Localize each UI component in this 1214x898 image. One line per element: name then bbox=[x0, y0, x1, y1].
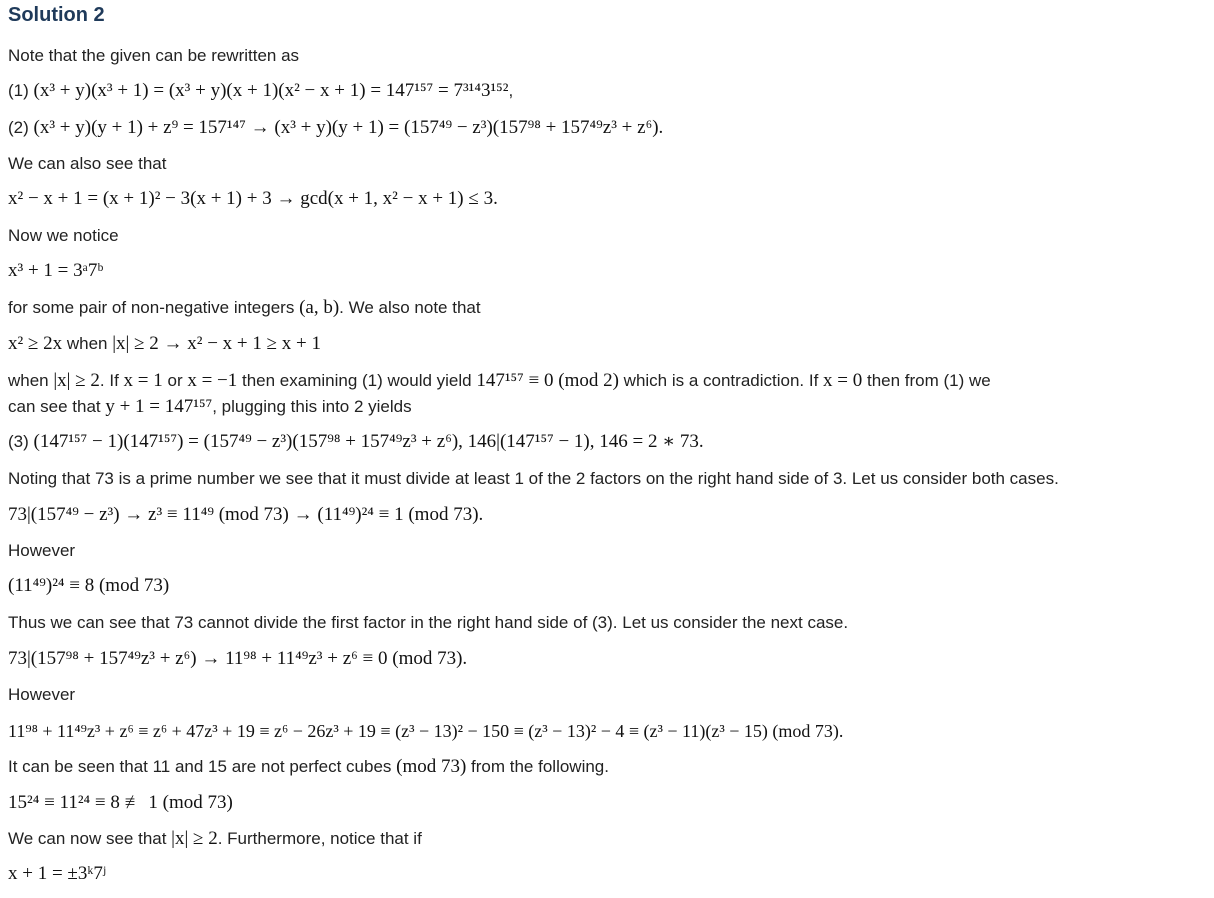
math-expression: y + 1 = 147¹⁵⁷ bbox=[105, 396, 213, 417]
math-expression: |x| ≥ 2 → x² − x + 1 ≥ x + 1 bbox=[112, 333, 322, 354]
math-expression: x = −1 bbox=[187, 370, 238, 391]
text-segment: , bbox=[508, 81, 514, 100]
math-expression: x = 1 bbox=[123, 370, 163, 391]
text-line bbox=[8, 612, 848, 634]
text-line bbox=[8, 540, 75, 562]
text-line bbox=[8, 684, 75, 706]
math-line bbox=[8, 188, 498, 210]
text-segment: Now we notice bbox=[8, 226, 119, 245]
text-segment: Note that the given can be rewritten as bbox=[8, 46, 300, 65]
text-line bbox=[8, 45, 299, 67]
math-expression: (x³ + y)(y + 1) + z⁹ = 157¹⁴⁷ → (x³ + y)(y + 1) = (157⁴⁹ − z³)(157⁹⁸ + 157⁴⁹z³ + z⁶). bbox=[33, 117, 664, 138]
text-segment: from the following. bbox=[466, 757, 609, 776]
math-expression: x² − x + 1 = (x + 1)² − 3(x + 1) + 3 → gcd(x + 1, x² − x + 1) ≤ 3. bbox=[8, 188, 498, 209]
text-segment: which is a contradiction. If bbox=[618, 371, 824, 390]
math-expression: 11⁹⁸ + 11⁴⁹z³ + z⁶ ≡ z⁶ + 47z³ + 19 ≡ z⁶ − 26z³ + 19 ≡ (z³ − 13)² − 150 ≡ (z³ − 13)² − 4 ≡ (z³ − 11)(z³ − 15) (mod 73). bbox=[8, 721, 844, 741]
text-line bbox=[8, 225, 119, 247]
text-segment: We can now see that bbox=[8, 829, 172, 848]
solution-heading: Solution 2 bbox=[8, 4, 105, 26]
math-expression: x³ + 1 = 3ᵃ7ᵇ bbox=[8, 260, 104, 281]
text-segment: . If bbox=[99, 371, 124, 390]
equation-2 bbox=[8, 117, 663, 139]
text-segment: when bbox=[8, 371, 54, 390]
math-line bbox=[8, 260, 103, 282]
text-segment: . We also note that bbox=[339, 298, 481, 317]
math-line bbox=[8, 575, 169, 597]
text-segment: for some pair of non-negative integers bbox=[8, 298, 300, 317]
text-segment: (2) bbox=[8, 118, 34, 137]
math-expression: |x| ≥ 2 bbox=[171, 828, 218, 849]
text-segment: . Furthermore, notice that if bbox=[217, 829, 422, 848]
math-expression: x + 1 = ±3ᵏ7ʲ bbox=[8, 863, 106, 884]
text-segment: Noting that 73 is a prime number we see that it must divide at least 1 of the 2 factors on the right hand side of 3. Let us consider both cases. bbox=[8, 469, 1059, 488]
math-expression: x = 0 bbox=[823, 370, 863, 391]
text-segment: We can also see that bbox=[8, 154, 167, 173]
text-line bbox=[8, 153, 166, 175]
text-segment: However bbox=[8, 541, 76, 560]
text-line bbox=[8, 370, 991, 392]
math-expression: |x| ≥ 2 bbox=[53, 370, 100, 391]
text-segment: when bbox=[62, 334, 113, 353]
math-expression: (mod 73) bbox=[396, 756, 467, 777]
text-segment: (1) bbox=[8, 81, 34, 100]
math-expression: 73|(157⁹⁸ + 157⁴⁹z³ + z⁶) → 11⁹⁸ + 11⁴⁹z³ + z⁶ ≡ 0 (mod 73). bbox=[8, 648, 468, 669]
math-expression: 73|(157⁴⁹ − z³) → z³ ≡ 11⁴⁹ (mod 73) → (11⁴⁹)²⁴ ≡ 1 (mod 73). bbox=[8, 504, 484, 525]
text-segment: or bbox=[162, 371, 188, 390]
equation-1 bbox=[8, 80, 513, 102]
text-line bbox=[8, 297, 481, 319]
text-segment: However bbox=[8, 685, 76, 704]
math-line bbox=[8, 792, 233, 814]
text-segment: then from (1) we bbox=[862, 371, 991, 390]
math-line bbox=[8, 504, 483, 526]
text-segment: , plugging this into 2 yields bbox=[212, 397, 412, 416]
text-segment: then examining (1) would yield bbox=[237, 371, 477, 390]
text-line bbox=[8, 396, 412, 418]
math-line bbox=[8, 333, 321, 355]
math-expression: 15²⁴ ≡ 11²⁴ ≡ 8 ≢ 1 (mod 73) bbox=[8, 792, 233, 813]
math-line bbox=[8, 648, 467, 670]
math-expression: (a, b) bbox=[299, 297, 340, 318]
math-expression: x² ≥ 2x bbox=[8, 333, 63, 354]
text-segment: Thus we can see that 73 cannot divide the first factor in the right hand side of (3). Let us consider the next case. bbox=[8, 613, 849, 632]
text-line bbox=[8, 756, 609, 778]
text-segment: can see that bbox=[8, 397, 106, 416]
text-segment: (3) bbox=[8, 432, 34, 451]
math-expression: (x³ + y)(x³ + 1) = (x³ + y)(x + 1)(x² − x + 1) = 147¹⁵⁷ = 7³¹⁴3¹⁵² bbox=[33, 80, 509, 101]
text-segment: It can be seen that 11 and 15 are not perfect cubes bbox=[8, 757, 397, 776]
math-expression: 147¹⁵⁷ ≡ 0 (mod 2) bbox=[476, 370, 619, 391]
math-line bbox=[8, 863, 106, 885]
equation-3 bbox=[8, 431, 704, 453]
math-expression: (147¹⁵⁷ − 1)(147¹⁵⁷) = (157⁴⁹ − z³)(157⁹⁸ + 157⁴⁹z³ + z⁶), 146|(147¹⁵⁷ − 1), 146 = 2 ∗ 73. bbox=[33, 431, 704, 452]
math-line bbox=[8, 720, 843, 743]
text-line bbox=[8, 828, 422, 850]
text-line bbox=[8, 468, 1059, 490]
math-expression: (11⁴⁹)²⁴ ≡ 8 (mod 73) bbox=[8, 575, 170, 596]
